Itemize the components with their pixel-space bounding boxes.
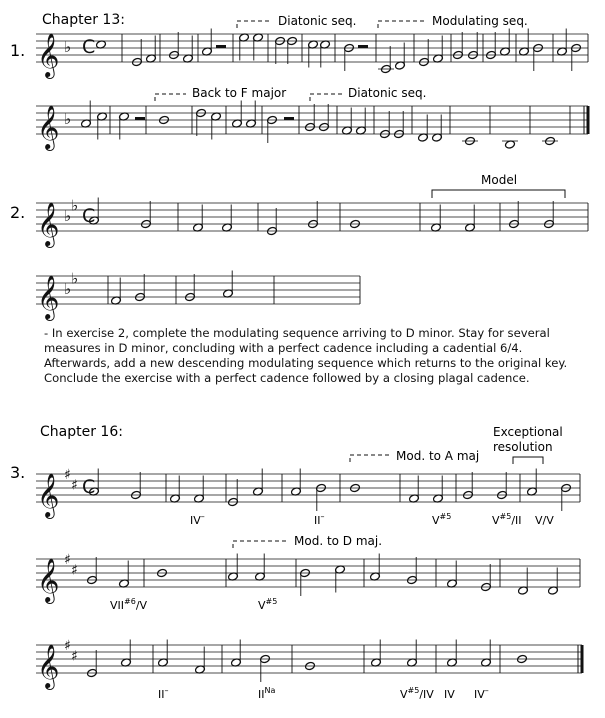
exercise-2-instructions — [44, 326, 592, 386]
flat-icon: ♭ — [64, 110, 72, 128]
modulating-seq-bracket — [378, 21, 426, 28]
exercise-1-number: 1. — [10, 41, 26, 60]
rn-v-sharp5-of-ii: $V^{\#5}/II$ — [492, 512, 522, 527]
sharp-icon: ♯ — [64, 552, 71, 568]
annotation-mod-to-a-maj: Mod. to A maj — [396, 449, 480, 463]
sharp-icon: ♯ — [71, 477, 78, 494]
exercise-3-number: 3. — [10, 463, 26, 482]
instruction-line: measures in D minor, concluding with a perfect cadence including a cadential 6/4. — [44, 341, 523, 355]
annotation-back-to-f-major: Back to F major — [192, 86, 287, 100]
rn-iv-minus: IV– — [190, 512, 205, 527]
rn-v-sharp5-2: $V^{\#5}$ — [258, 597, 278, 612]
common-time-icon: C — [82, 205, 96, 227]
common-time-icon: C — [82, 36, 96, 58]
annotation-mod-to-d-maj: Mod. to D maj. — [294, 534, 383, 548]
flat-icon: ♭ — [64, 207, 72, 225]
rn-ii-minus: II– — [314, 512, 325, 527]
treble-clef-icon: 𝄞 — [37, 558, 60, 602]
flat-icon: ♭ — [71, 269, 79, 288]
chapter-13-title: Chapter 13: — [42, 12, 125, 28]
sharp-icon: ♯ — [64, 638, 71, 654]
half-rest — [216, 45, 226, 48]
half-rest — [135, 117, 145, 120]
exercise-2-number: 2. — [10, 203, 26, 222]
exceptional-bracket — [513, 457, 543, 464]
sharp-icon: ♯ — [64, 467, 71, 483]
diatonic-seq-bracket-2 — [310, 94, 342, 101]
chapter-16-title: Chapter 16: — [40, 424, 123, 440]
instruction-line: Conclude the exercise with a perfect cadence followed by a closing plagal cadence. — [44, 371, 530, 385]
half-rest — [284, 117, 294, 120]
treble-clef-icon: 𝄞 — [37, 275, 60, 319]
model-bracket — [432, 190, 565, 198]
back-to-f-bracket — [155, 94, 186, 101]
sharp-icon: ♯ — [71, 648, 78, 665]
instruction-line: - In exercise 2, complete the modulating sequence arriving to D minor. Stay for several — [44, 326, 550, 340]
flat-icon: ♭ — [64, 280, 72, 298]
annotation-diatonic-seq: Diatonic seq. — [278, 14, 357, 28]
treble-clef-icon: 𝄞 — [37, 202, 60, 246]
instruction-line: Afterwards, add a new descending modulating sequence which returns to the original key. — [44, 356, 568, 370]
rn-v-sharp5-of-iv: $V^{\#5}/IV$ — [400, 686, 434, 701]
treble-clef-icon: 𝄞 — [37, 473, 60, 517]
annotation-modulating-seq: Modulating seq. — [432, 14, 528, 28]
rn-v-of-v: V/V — [535, 514, 554, 527]
mod-to-a-bracket — [350, 455, 390, 462]
annotation-resolution: resolution — [493, 440, 553, 454]
sharp-icon: ♯ — [71, 562, 78, 579]
treble-clef-icon: 𝄞 — [37, 33, 60, 77]
treble-clef-icon: 𝄞 — [37, 644, 60, 688]
final-barline — [587, 106, 590, 134]
mod-to-d-bracket — [233, 541, 288, 548]
annotation-diatonic-seq-2: Diatonic seq. — [348, 86, 427, 100]
rn-vii-sharp6-of-v: VII$^{\#6}$/V — [110, 597, 148, 612]
annotation-exceptional: Exceptional — [493, 425, 563, 439]
flat-icon: ♭ — [64, 38, 72, 56]
annotation-model: Model — [481, 173, 518, 187]
rn-iv-minus-2: IV– — [474, 686, 489, 701]
rn-v-sharp5: $V^{\#5}$ — [432, 512, 452, 527]
rn-ii-minus-2: II– — [158, 686, 169, 701]
rn-ii-neapolitan: $II^{Na}$ — [258, 686, 276, 701]
flat-icon: ♭ — [71, 196, 79, 215]
diatonic-seq-bracket — [237, 21, 272, 28]
final-barline — [581, 645, 584, 673]
common-time-icon: C — [82, 476, 96, 498]
half-rest — [358, 45, 368, 48]
treble-clef-icon: 𝄞 — [37, 105, 60, 149]
rn-iv: IV — [444, 688, 455, 701]
